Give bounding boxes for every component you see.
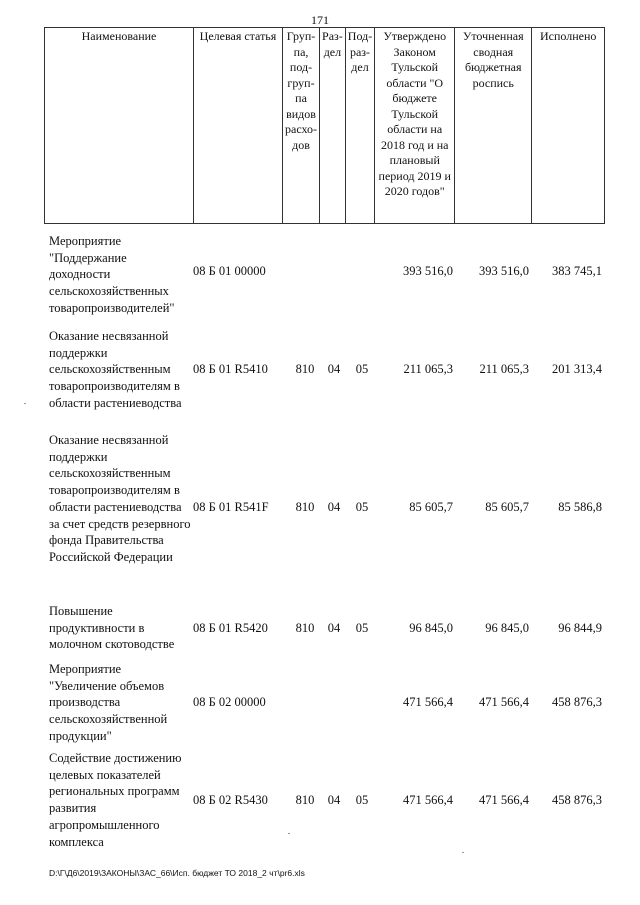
row-approved: 471 566,4: [403, 695, 453, 709]
row-name: Повышение продуктивности в молочном скотоводстве: [49, 604, 175, 652]
row-executed: 458 876,3: [552, 793, 602, 807]
table-row: [0, 432, 640, 582]
row-code: 08 Б 01 R5410: [193, 362, 268, 376]
row-name: Мероприятие "Поддержание доходности сельскохозяйственных товаропроизводителей": [49, 234, 175, 315]
table-row: [0, 603, 640, 655]
row-executed: 96 844,9: [558, 621, 602, 635]
row-razdel: 04: [327, 500, 341, 514]
table-row: [0, 233, 640, 318]
row-name: Содействие достижению целевых показателей региональных программ развития агропромышленного комплекса: [49, 751, 182, 849]
header-code: Целевая статья: [194, 28, 283, 224]
row-group: 810: [295, 362, 315, 376]
row-approved: 471 566,4: [403, 793, 453, 807]
row-refined: 471 566,4: [479, 793, 529, 807]
footer-file-path: D:\Г\Д6\2019\ЗАКОНЫ\ЗАС_66\Исп. бюджет ТО 2018_2 чт\pr6.xls: [49, 868, 305, 878]
row-name: Мероприятие "Увеличение объемов производства сельскохозяйственной продукции": [49, 662, 168, 743]
row-podrazdel: 05: [355, 500, 369, 514]
row-razdel: 04: [327, 793, 341, 807]
row-razdel: 04: [327, 621, 341, 635]
row-podrazdel: 05: [355, 621, 369, 635]
row-name: Оказание несвязанной поддержки сельскохозяйственным товаропроизводителям в области растениеводства: [49, 329, 182, 410]
header-podrazdel: Под-раз-дел: [345, 28, 374, 224]
table-row: [0, 661, 640, 743]
row-approved: 96 845,0: [409, 621, 453, 635]
row-podrazdel: 05: [355, 362, 369, 376]
row-approved: 393 516,0: [403, 264, 453, 278]
row-executed: 85 586,8: [558, 500, 602, 514]
header-approved: Утверждено Законом Тульской области "О бюджете Тульской области на 2018 год и на плановый период 2019 и 2020 годов": [375, 28, 455, 224]
scan-speck: [462, 852, 464, 853]
row-code: 08 Б 01 R5420: [193, 621, 268, 635]
row-group: 810: [295, 621, 315, 635]
row-executed: 383 745,1: [552, 264, 602, 278]
row-executed: 201 313,4: [552, 362, 602, 376]
row-approved: 211 065,3: [403, 362, 453, 376]
header-refined: Уточненная сводная бюджетная роспись: [455, 28, 532, 224]
row-executed: 458 876,3: [552, 695, 602, 709]
scan-speck: [288, 833, 290, 834]
row-code: 08 Б 01 00000: [193, 264, 266, 278]
table-row: [0, 328, 640, 413]
row-refined: 85 605,7: [485, 500, 529, 514]
row-refined: 96 845,0: [485, 621, 529, 635]
header-name: Наименование: [45, 28, 194, 224]
row-name: Оказание несвязанной поддержки сельскохозяйственным товаропроизводителям в области растениеводства за счет средств резервного фонда Правительства Российской Федерации: [49, 433, 191, 564]
row-code: 08 Б 01 R541F: [193, 500, 269, 514]
scan-speck: [24, 403, 26, 404]
row-group: 810: [295, 793, 315, 807]
header-razdel: Раз-дел: [320, 28, 346, 224]
row-code: 08 Б 02 00000: [193, 695, 266, 709]
row-refined: 211 065,3: [479, 362, 529, 376]
table-row: [0, 750, 640, 850]
header-executed: Исполнено: [532, 28, 605, 224]
row-approved: 85 605,7: [409, 500, 453, 514]
row-refined: 471 566,4: [479, 695, 529, 709]
header-group: Груп-па, под-груп-па видов расхо-дов: [283, 28, 320, 224]
row-refined: 393 516,0: [479, 264, 529, 278]
row-razdel: 04: [327, 362, 341, 376]
row-group: 810: [295, 500, 315, 514]
row-podrazdel: 05: [355, 793, 369, 807]
row-code: 08 Б 02 R5430: [193, 793, 268, 807]
page-number: 171: [311, 13, 329, 27]
